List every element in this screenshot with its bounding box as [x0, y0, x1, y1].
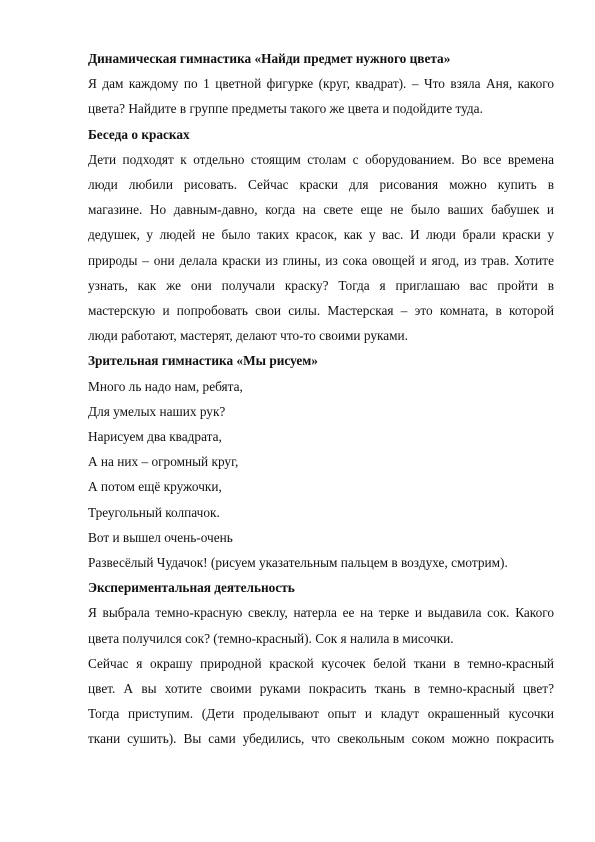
section-heading-dynamic-gymnastics: Динамическая гимнастика «Найди предмет нужного цвета»	[88, 51, 451, 66]
section-heading-experimental-activity: Экспериментальная деятельность	[88, 580, 295, 596]
paragraph-line: дедушек, у людей не было таких красок, как у вас. И люди брали краски у	[88, 227, 554, 243]
paragraph-line: цвета? Найдите в группе предметы такого же цвета и подойдите туда.	[88, 101, 483, 117]
paragraph-line: Дети подходят к отдельно стоящим столам с оборудованием. Во все времена	[88, 151, 554, 167]
document-page	[88, 46, 554, 751]
paragraph-line: Тогда приступим. (Дети проделывают опыт и кладут окрашенный кусочки	[88, 706, 554, 722]
poem-line: Развесёлый Чудачок! (рисуем указательным пальцем в воздухе, смотрим).	[88, 554, 508, 570]
paragraph-line: цвет. А вы хотите своими руками покрасить ткань в темно-красный цвет?	[88, 680, 554, 696]
paragraph-line: природы – они делала краски из глины, из сока овощей и ягод, из трав. Хотите	[88, 252, 554, 268]
section-heading-talk-about-paints: Беседа о красках	[88, 126, 190, 142]
paragraph-line: Я выбрала темно-красную свеклу, натерла ее на терке и выдавила сок. Какого	[88, 605, 554, 621]
paragraph-line: Я дам каждому по 1 цветной фигурке (круг, квадрат). – Что взяла Аня, какого	[88, 76, 554, 92]
poem-line: А потом ещё кружочки,	[88, 479, 222, 495]
poem-line: Треугольный колпачок.	[88, 504, 220, 520]
poem-line: Много ль надо нам, ребята,	[88, 378, 243, 394]
paragraph-line: люди любили рисовать. Сейчас краски для рисования можно купить в	[88, 176, 554, 192]
section-heading-visual-gymnastics: Зрительная гимнастика «Мы рисуем»	[88, 353, 318, 369]
paragraph-line: люди работают, мастерят, делают что-то своими руками.	[88, 328, 408, 344]
poem-line: А на них – огромный круг,	[88, 454, 239, 470]
paragraph-line: Сейчас я окрашу природной краской кусочек белой ткани в темно-красный	[88, 655, 554, 671]
paragraph-line: цвета получился сок? (темно-красный). Сок я налила в мисочки.	[88, 630, 454, 646]
poem-line: Нарисуем два квадрата,	[88, 428, 222, 444]
paragraph-line: узнать, как же они получали краску? Тогда я приглашаю вас пройти в	[88, 277, 554, 293]
paragraph-line: мастерскую и попробовать свои силы. Мастерская – это комната, в которой	[88, 302, 554, 318]
poem-line: Для умелых наших рук?	[88, 403, 226, 419]
poem-line: Вот и вышел очень-очень	[88, 529, 233, 545]
paragraph-line: ткани сушить). Вы сами убедились, что свекольным соком можно покрасить	[88, 731, 554, 747]
paragraph-line: магазине. Но давным-давно, когда на свете еще не было ваших бабушек и	[88, 202, 554, 218]
